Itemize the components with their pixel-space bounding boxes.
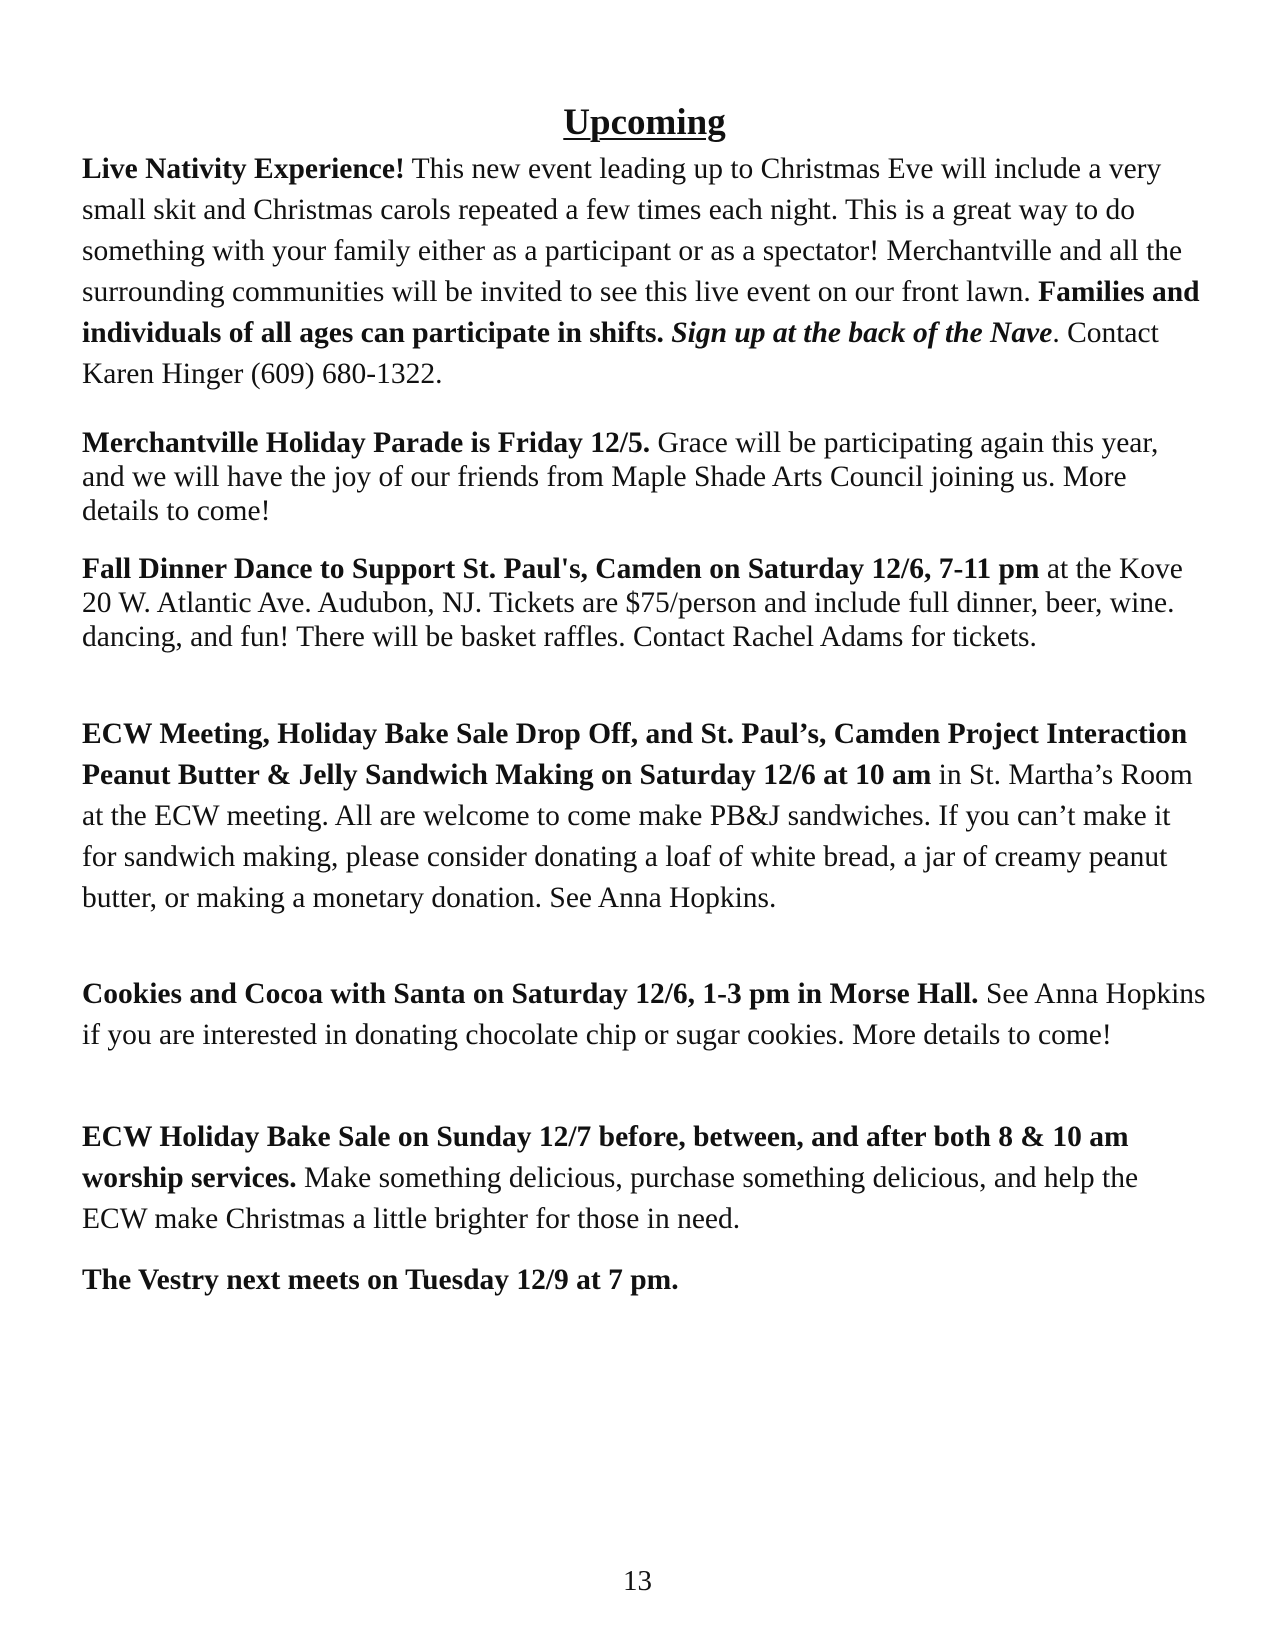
announcement-body: See Anna Hopkins if you are interested in donating chocolate chip or sugar cookies. More details to come! [82,978,1206,1051]
announcement-title: Live Nativity Experience! [82,153,405,185]
announcement-ecw-meeting [82,714,1207,919]
announcement-emphasis: Families and individuals of all ages can participate in shifts. [82,276,1200,349]
announcement-holiday-parade [82,426,1207,528]
announcement-title: Merchantville Holiday Parade is Friday 12/5. [82,427,651,459]
announcement-title: The Vestry next meets on Tuesday 12/9 at 7 pm. [82,1264,679,1296]
announcement-body: Grace will be participating again this year, and we will have the joy of our friends from Maple Shade Arts Council joining us. More details to come! [82,427,1159,527]
page-heading: Upcoming [563,101,726,143]
announcement-vestry [82,1260,1207,1301]
announcement-body: in St. Martha’s Room at the ECW meeting. All are welcome to come make PB&J sandwiches. If you can’t make it for sandwich making, please consider donating a loaf of white bread, a jar of creamy peanut butter, or making a monetary donation. See Anna Hopkins. [82,759,1193,914]
announcement-dinner-dance [82,552,1207,654]
announcement-title: ECW Holiday Bake Sale on Sunday 12/7 before, between, and after both 8 & 10 am worship services. [82,1121,1129,1194]
announcement-signup-note: Sign up at the back of the Nave [671,317,1053,349]
announcement-contact: . Contact Karen Hinger (609) 680-1322. [82,317,1159,390]
announcement-body: This new event leading up to Christmas Eve will include a very small skit and Christmas carols repeated a few times each night. This is a great way to do something with your family either as a participant or as a spectator! Merchantville and all the surrounding communities will be invited to see this live event on our front lawn. [82,153,1183,308]
announcement-body: Make something delicious, purchase something delicious, and help the ECW make Christmas a little brighter for those in need. [82,1162,1139,1235]
page-number: 13 [623,1565,652,1597]
announcement-title: Cookies and Cocoa with Santa on Saturday 12/6, 1-3 pm in Morse Hall. [82,978,979,1010]
announcement-bake-sale [82,1117,1207,1240]
announcement-live-nativity [82,149,1207,395]
announcement-cookies-cocoa [82,974,1207,1056]
announcement-title: Fall Dinner Dance to Support St. Paul's, Camden on Saturday 12/6, 7-11 pm [82,553,1040,585]
announcement-body: at the Kove 20 W. Atlantic Ave. Audubon, NJ. Tickets are $75/person and include full dinner, beer, wine. dancing, and fun! There will be basket raffles. Contact Rachel Adams for tickets. [82,553,1183,653]
announcement-title: ECW Meeting, Holiday Bake Sale Drop Off, and St. Paul’s, Camden Project Interaction Peanut Butter & Jelly Sandwich Making on Saturday 12/6 at 10 am [82,718,1188,791]
